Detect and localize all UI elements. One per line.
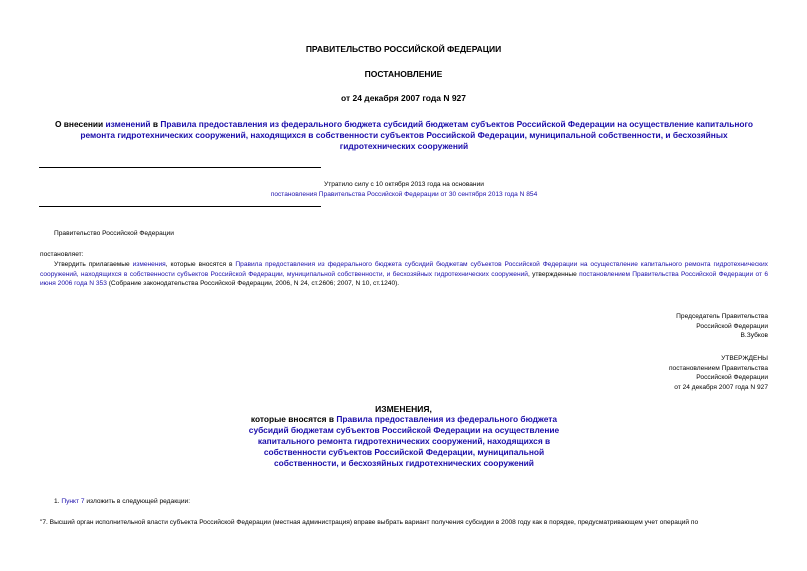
title-text: О внесении <box>54 119 106 129</box>
item-1-number: 1. <box>54 498 62 505</box>
changes-link[interactable]: изменения <box>132 261 166 268</box>
status-note: Утратило силу с 10 октября 2013 года на основании <box>324 181 484 188</box>
para-text: , утвержденные <box>527 270 580 278</box>
approved-date: от 24 декабря 2007 года N 927 <box>674 383 768 391</box>
signature-name: В.Зубков <box>740 332 768 340</box>
item-1 <box>54 497 190 507</box>
decree-verb: постановляет: <box>40 251 84 258</box>
decree-paragraph <box>40 260 768 289</box>
status-link-line <box>60 190 748 200</box>
divider-bottom <box>39 206 321 207</box>
repeal-decree-link[interactable]: постановления Правительства Российской Федерации от 30 сентября 2013 года N 854 <box>270 191 538 198</box>
item-1-text: изложить в следующей редакции: <box>84 498 191 505</box>
para-text: , которые вносятся в <box>165 261 236 268</box>
rules-link[interactable]: Правила предоставления из федерального бюджета субсидий бюджетам субъектов Российской Федерации на осуществление капитального ремонта гидротехнических сооружений, находящихся в собственности субъектов Российской Федерации, муниципальной собственности, и бесхозяйных гидротехнических сооружений <box>40 261 768 278</box>
changes-rules-link[interactable]: Правила предоставления из федерального бюджета субсидий бюджетам субъектов Российской Федерации на осуществление капитального ремонта гидротехнических сооружений, находящихся в собственности субъектов Российской Федерации, муниципальной собственности, и бесхозяйных гидротехнических сооружений <box>248 414 560 468</box>
para-text: Утвердить прилагаемые <box>54 261 133 268</box>
approved-block <box>669 354 768 392</box>
quoted-point-7: "7. Высший орган исполнительной власти субъекта Российской Федерации (местная администрация) вправе выбрать вариант получения субсидии в 2008 году как в порядке, предусматривающем учет операций по <box>40 519 699 526</box>
title-link-changes[interactable]: изменений <box>105 119 151 129</box>
approved-country: Российской Федерации <box>696 374 768 382</box>
signature-country: Российской Федерации <box>696 322 768 330</box>
decree-353-link[interactable]: постановлением Правительства Российской Федерации от 6 июня 2006 года N 353 <box>40 270 769 288</box>
signature-position: Председатель Правительства <box>676 313 768 320</box>
signature-block <box>676 312 768 341</box>
approved-title: УТВЕРЖДЕНЫ <box>721 355 768 362</box>
document-title <box>48 119 760 152</box>
title-link-rules[interactable]: Правила предоставления из федерального бюджета субсидий бюджетам субъектов Российской Федерации на осуществление капитального ремонта гидротехнических сооружений, находящихся в собственности субъектов Российской Федерации, муниципальной собственности, и бесхозяйных гидротехнических сооружений <box>80 119 754 151</box>
point-7-link[interactable]: Пункт 7 <box>61 498 85 505</box>
changes-sub-text: которые вносятся в <box>250 414 337 424</box>
divider-top <box>39 167 321 168</box>
approved-by: постановлением Правительства <box>668 364 768 372</box>
issuer: Правительство Российской Федерации <box>54 230 174 237</box>
document-type: ПОСТАНОВЛЕНИЕ <box>364 69 443 79</box>
para-text: (Собрание законодательства Российской Федерации, 2006, N 24, ст.2606; 2007, N 10, ст.1240). <box>106 280 400 288</box>
title-text: в <box>150 119 161 129</box>
government-name: ПРАВИТЕЛЬСТВО РОССИЙСКОЙ ФЕДЕРАЦИИ <box>305 44 502 54</box>
changes-subheading <box>248 414 560 469</box>
document-date-number: от 24 декабря 2007 года N 927 <box>340 93 467 103</box>
changes-heading: ИЗМЕНЕНИЯ, <box>375 404 432 414</box>
